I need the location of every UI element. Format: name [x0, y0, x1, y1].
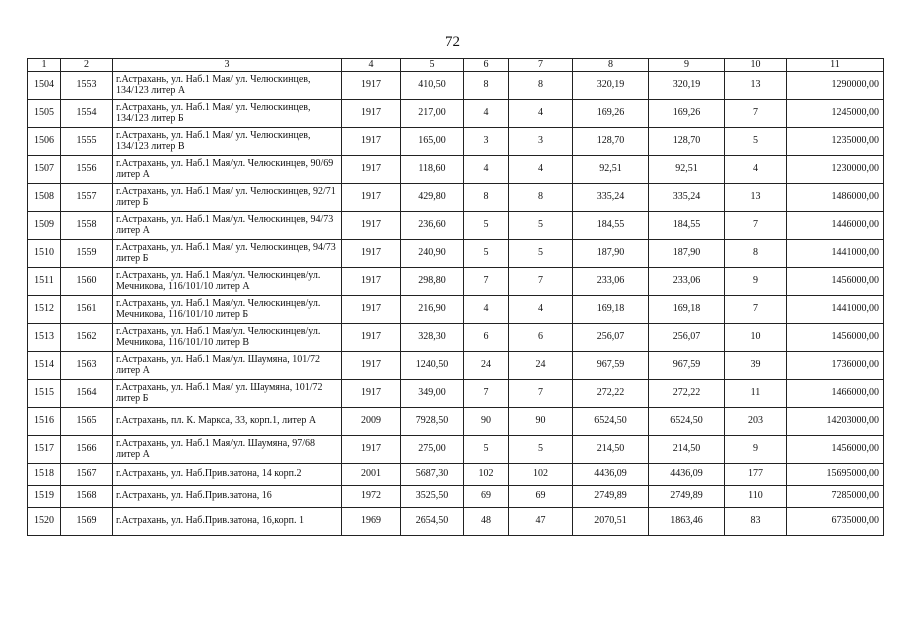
cell-address: г.Астрахань, ул. Наб.1 Мая/ул. Шаумяна, 101/72 литер А [113, 351, 342, 379]
cell-col-8: 128,70 [573, 127, 649, 155]
cell-col-8: 2070,51 [573, 507, 649, 535]
column-header-4: 4 [342, 59, 401, 72]
cell-col-8: 233,06 [573, 267, 649, 295]
column-header-10: 10 [725, 59, 787, 72]
cell-col-6: 8 [464, 71, 509, 99]
cell-object-number: 1564 [61, 379, 113, 407]
cell-year: 1917 [342, 351, 401, 379]
cell-address: г.Астрахань, ул. Наб.1 Мая/ул. Челюскинцев/ул. Мечникова, 116/101/10 литер Б [113, 295, 342, 323]
cell-year: 1917 [342, 239, 401, 267]
cell-address: г.Астрахань, ул. Наб.1 Мая/ ул. Челюскинцев, 134/123 литер А [113, 71, 342, 99]
cell-year: 1917 [342, 379, 401, 407]
cell-area: 349,00 [401, 379, 464, 407]
cell-area: 236,60 [401, 211, 464, 239]
cell-col-10: 7 [725, 211, 787, 239]
cell-area: 298,80 [401, 267, 464, 295]
cell-cost: 1446000,00 [787, 211, 884, 239]
cell-address: г.Астрахань, ул. Наб.1 Мая/ул. Челюскинцев/ул. Мечникова, 116/101/10 литер А [113, 267, 342, 295]
table-row [28, 435, 884, 463]
cell-area: 2654,50 [401, 507, 464, 535]
cell-row-number: 1504 [28, 71, 61, 99]
cell-cost: 1441000,00 [787, 295, 884, 323]
table-row [28, 351, 884, 379]
cell-col-10: 4 [725, 155, 787, 183]
cell-col-9: 967,59 [649, 351, 725, 379]
cell-row-number: 1512 [28, 295, 61, 323]
cell-object-number: 1561 [61, 295, 113, 323]
cell-col-9: 169,26 [649, 99, 725, 127]
cell-row-number: 1509 [28, 211, 61, 239]
cell-row-number: 1520 [28, 507, 61, 535]
cell-address: г.Астрахань, ул. Наб.Прив.затона, 14 корп.2 [113, 463, 342, 485]
column-header-8: 8 [573, 59, 649, 72]
cell-address: г.Астрахань, ул. Наб.1 Мая/ ул. Челюскинцев, 134/123 литер Б [113, 99, 342, 127]
cell-col-6: 5 [464, 211, 509, 239]
cell-col-10: 13 [725, 183, 787, 211]
cell-col-7: 24 [509, 351, 573, 379]
cell-col-8: 92,51 [573, 155, 649, 183]
cell-year: 2001 [342, 463, 401, 485]
cell-address: г.Астрахань, ул. Наб.1 Мая/ул. Челюскинцев, 90/69 литер А [113, 155, 342, 183]
cell-col-8: 169,18 [573, 295, 649, 323]
cell-area: 7928,50 [401, 407, 464, 435]
table-row [28, 323, 884, 351]
cell-col-8: 272,22 [573, 379, 649, 407]
cell-area: 240,90 [401, 239, 464, 267]
cell-col-9: 233,06 [649, 267, 725, 295]
cell-row-number: 1508 [28, 183, 61, 211]
cell-col-9: 92,51 [649, 155, 725, 183]
cell-col-7: 90 [509, 407, 573, 435]
cell-col-6: 5 [464, 435, 509, 463]
cell-cost: 1441000,00 [787, 239, 884, 267]
cell-col-6: 5 [464, 239, 509, 267]
cell-col-10: 8 [725, 239, 787, 267]
cell-col-9: 187,90 [649, 239, 725, 267]
cell-col-7: 7 [509, 267, 573, 295]
cell-cost: 1456000,00 [787, 323, 884, 351]
cell-col-9: 320,19 [649, 71, 725, 99]
table-row [28, 463, 884, 485]
cell-object-number: 1557 [61, 183, 113, 211]
cell-object-number: 1559 [61, 239, 113, 267]
cell-address: г.Астрахань, ул. Наб.1 Мая/ ул. Челюскинцев, 94/73 литер Б [113, 239, 342, 267]
column-header-1: 1 [28, 59, 61, 72]
cell-col-9: 4436,09 [649, 463, 725, 485]
column-header-7: 7 [509, 59, 573, 72]
cell-area: 5687,30 [401, 463, 464, 485]
cell-cost: 14203000,00 [787, 407, 884, 435]
cell-year: 2009 [342, 407, 401, 435]
cell-year: 1917 [342, 99, 401, 127]
page-number: 72 [445, 34, 460, 50]
table-row [28, 485, 884, 507]
cell-object-number: 1554 [61, 99, 113, 127]
cell-year: 1917 [342, 155, 401, 183]
cell-col-8: 967,59 [573, 351, 649, 379]
cell-year: 1917 [342, 211, 401, 239]
cell-col-10: 177 [725, 463, 787, 485]
cell-address: г.Астрахань, ул. Наб.1 Мая/ул. Челюскинцев/ул. Мечникова, 116/101/10 литер В [113, 323, 342, 351]
cell-col-7: 4 [509, 99, 573, 127]
cell-col-6: 4 [464, 155, 509, 183]
table-row [28, 183, 884, 211]
cell-col-6: 48 [464, 507, 509, 535]
cell-row-number: 1519 [28, 485, 61, 507]
cell-col-10: 9 [725, 267, 787, 295]
cell-col-8: 6524,50 [573, 407, 649, 435]
table-row [28, 239, 884, 267]
cell-year: 1917 [342, 435, 401, 463]
column-header-11: 11 [787, 59, 884, 72]
cell-col-8: 256,07 [573, 323, 649, 351]
cell-col-9: 256,07 [649, 323, 725, 351]
cell-area: 328,30 [401, 323, 464, 351]
cell-row-number: 1514 [28, 351, 61, 379]
cell-area: 3525,50 [401, 485, 464, 507]
cell-object-number: 1556 [61, 155, 113, 183]
cell-area: 216,90 [401, 295, 464, 323]
cell-col-7: 69 [509, 485, 573, 507]
table-row [28, 267, 884, 295]
cell-col-10: 11 [725, 379, 787, 407]
cell-col-10: 7 [725, 99, 787, 127]
cell-col-7: 5 [509, 239, 573, 267]
cell-col-8: 214,50 [573, 435, 649, 463]
cell-address: г.Астрахань, ул. Наб.1 Мая/ул. Шаумяна, 97/68 литер А [113, 435, 342, 463]
cell-row-number: 1506 [28, 127, 61, 155]
column-header-6: 6 [464, 59, 509, 72]
data-table [27, 58, 884, 536]
cell-year: 1917 [342, 71, 401, 99]
cell-row-number: 1516 [28, 407, 61, 435]
column-header-5: 5 [401, 59, 464, 72]
cell-col-6: 3 [464, 127, 509, 155]
cell-cost: 1456000,00 [787, 267, 884, 295]
cell-col-9: 335,24 [649, 183, 725, 211]
cell-cost: 15695000,00 [787, 463, 884, 485]
cell-col-10: 7 [725, 295, 787, 323]
cell-col-6: 7 [464, 379, 509, 407]
table-row [28, 507, 884, 535]
cell-row-number: 1513 [28, 323, 61, 351]
cell-area: 165,00 [401, 127, 464, 155]
cell-cost: 1466000,00 [787, 379, 884, 407]
cell-cost: 1290000,00 [787, 71, 884, 99]
cell-cost: 1456000,00 [787, 435, 884, 463]
cell-col-7: 8 [509, 71, 573, 99]
cell-object-number: 1560 [61, 267, 113, 295]
cell-cost: 7285000,00 [787, 485, 884, 507]
cell-year: 1917 [342, 295, 401, 323]
cell-col-9: 128,70 [649, 127, 725, 155]
cell-row-number: 1515 [28, 379, 61, 407]
cell-col-9: 272,22 [649, 379, 725, 407]
cell-year: 1969 [342, 507, 401, 535]
cell-col-8: 187,90 [573, 239, 649, 267]
table-row [28, 71, 884, 99]
cell-col-6: 90 [464, 407, 509, 435]
cell-cost: 1230000,00 [787, 155, 884, 183]
cell-address: г.Астрахань, ул. Наб.1 Мая/ ул. Челюскинцев, 134/123 литер В [113, 127, 342, 155]
cell-col-7: 5 [509, 435, 573, 463]
cell-col-8: 169,26 [573, 99, 649, 127]
cell-col-7: 4 [509, 295, 573, 323]
cell-object-number: 1566 [61, 435, 113, 463]
cell-area: 1240,50 [401, 351, 464, 379]
cell-cost: 1235000,00 [787, 127, 884, 155]
cell-object-number: 1565 [61, 407, 113, 435]
column-header-3: 3 [113, 59, 342, 72]
cell-col-6: 6 [464, 323, 509, 351]
table-row [28, 211, 884, 239]
cell-col-8: 184,55 [573, 211, 649, 239]
cell-col-9: 2749,89 [649, 485, 725, 507]
cell-col-6: 69 [464, 485, 509, 507]
cell-col-9: 184,55 [649, 211, 725, 239]
cell-col-6: 8 [464, 183, 509, 211]
cell-area: 410,50 [401, 71, 464, 99]
table-row [28, 379, 884, 407]
cell-row-number: 1505 [28, 99, 61, 127]
header-row [28, 59, 884, 72]
cell-cost: 1245000,00 [787, 99, 884, 127]
cell-object-number: 1567 [61, 463, 113, 485]
cell-address: г.Астрахань, ул. Наб.1 Мая/ ул. Шаумяна, 101/72 литер Б [113, 379, 342, 407]
cell-row-number: 1517 [28, 435, 61, 463]
column-header-9: 9 [649, 59, 725, 72]
cell-col-9: 214,50 [649, 435, 725, 463]
table-row [28, 295, 884, 323]
cell-col-6: 4 [464, 99, 509, 127]
cell-col-10: 13 [725, 71, 787, 99]
cell-object-number: 1553 [61, 71, 113, 99]
cell-row-number: 1511 [28, 267, 61, 295]
cell-cost: 6735000,00 [787, 507, 884, 535]
cell-year: 1917 [342, 127, 401, 155]
cell-address: г.Астрахань, ул. Наб.Прив.затона, 16 [113, 485, 342, 507]
cell-col-10: 5 [725, 127, 787, 155]
cell-col-6: 7 [464, 267, 509, 295]
cell-row-number: 1510 [28, 239, 61, 267]
cell-object-number: 1562 [61, 323, 113, 351]
cell-col-7: 7 [509, 379, 573, 407]
cell-col-6: 4 [464, 295, 509, 323]
cell-address: г.Астрахань, пл. К. Маркса, 33, корп.1, литер А [113, 407, 342, 435]
cell-col-7: 4 [509, 155, 573, 183]
cell-col-8: 320,19 [573, 71, 649, 99]
cell-area: 217,00 [401, 99, 464, 127]
cell-col-10: 39 [725, 351, 787, 379]
cell-col-7: 6 [509, 323, 573, 351]
table-row [28, 155, 884, 183]
cell-address: г.Астрахань, ул. Наб.1 Мая/ул. Челюскинцев, 94/73 литер А [113, 211, 342, 239]
cell-col-8: 4436,09 [573, 463, 649, 485]
cell-cost: 1736000,00 [787, 351, 884, 379]
cell-col-7: 47 [509, 507, 573, 535]
cell-object-number: 1569 [61, 507, 113, 535]
cell-object-number: 1555 [61, 127, 113, 155]
cell-area: 118,60 [401, 155, 464, 183]
cell-row-number: 1518 [28, 463, 61, 485]
cell-year: 1972 [342, 485, 401, 507]
cell-col-7: 102 [509, 463, 573, 485]
cell-address: г.Астрахань, ул. Наб.1 Мая/ ул. Челюскинцев, 92/71 литер Б [113, 183, 342, 211]
cell-col-7: 3 [509, 127, 573, 155]
cell-object-number: 1558 [61, 211, 113, 239]
cell-col-9: 1863,46 [649, 507, 725, 535]
table-row [28, 407, 884, 435]
cell-col-8: 2749,89 [573, 485, 649, 507]
table-row [28, 127, 884, 155]
cell-col-10: 9 [725, 435, 787, 463]
cell-col-6: 24 [464, 351, 509, 379]
cell-area: 429,80 [401, 183, 464, 211]
column-header-2: 2 [61, 59, 113, 72]
cell-col-10: 10 [725, 323, 787, 351]
cell-col-7: 5 [509, 211, 573, 239]
cell-year: 1917 [342, 183, 401, 211]
cell-col-10: 83 [725, 507, 787, 535]
cell-year: 1917 [342, 267, 401, 295]
cell-col-8: 335,24 [573, 183, 649, 211]
cell-area: 275,00 [401, 435, 464, 463]
cell-year: 1917 [342, 323, 401, 351]
table-row [28, 99, 884, 127]
cell-col-6: 102 [464, 463, 509, 485]
cell-col-9: 6524,50 [649, 407, 725, 435]
cell-col-10: 203 [725, 407, 787, 435]
cell-row-number: 1507 [28, 155, 61, 183]
cell-col-7: 8 [509, 183, 573, 211]
cell-address: г.Астрахань, ул. Наб.Прив.затона, 16,корп. 1 [113, 507, 342, 535]
cell-object-number: 1568 [61, 485, 113, 507]
cell-object-number: 1563 [61, 351, 113, 379]
cell-col-10: 110 [725, 485, 787, 507]
cell-cost: 1486000,00 [787, 183, 884, 211]
cell-col-9: 169,18 [649, 295, 725, 323]
